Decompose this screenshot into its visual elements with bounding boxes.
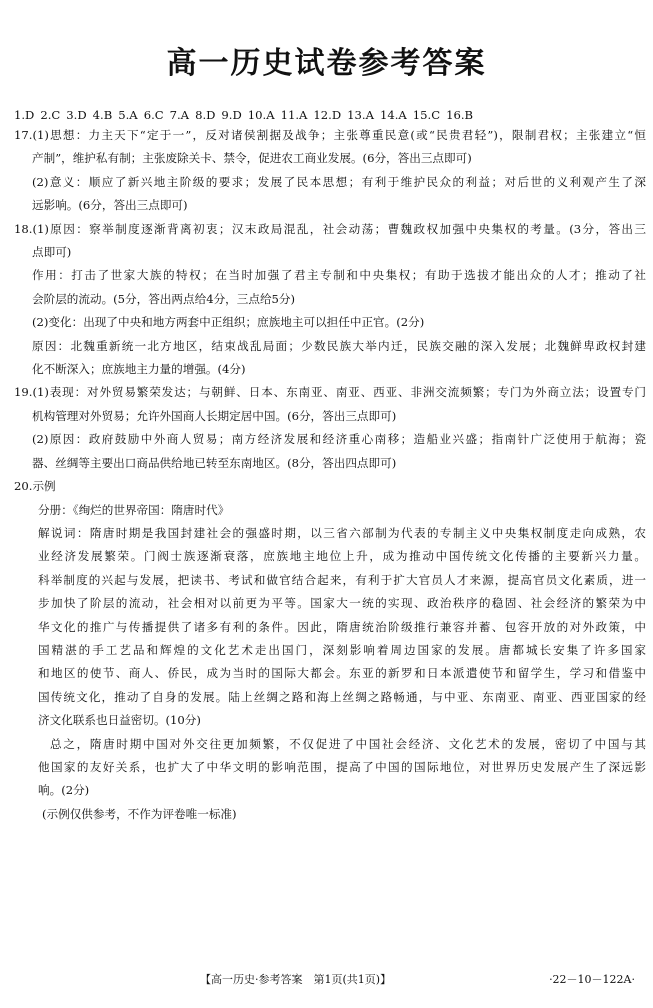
choice-answers	[14, 106, 646, 124]
choice-answer: 8.D	[195, 108, 216, 122]
answer-line: 17.(1)思想：力主天下“定于一”，反对诸侯割据及战争；主张尊重民意(或“民贵君轻”)，限制君权；主张建立“恒	[14, 128, 646, 142]
choice-answer: 10.A	[247, 108, 275, 122]
answer-line: 会阶层的流动。(5分，答出两点给4分，三点给5分)	[32, 291, 296, 306]
answer-line: 华文化的推广与传播提供了诸多有利的条件。因此，隋唐统治阶级推行兼容并蓄、包容开放的对外政策，中	[38, 619, 646, 634]
choice-answer: 3.D	[66, 108, 87, 122]
answer-line: (2)变化：出现了中央和地方两套中正组织；庶族地主可以担任中正官。(2分)	[32, 315, 425, 330]
answer-line: 总之，隋唐时期中国对外交往更加频繁，不仅促进了中国社会经济、文化艺术的发展，密切了中国与其	[50, 736, 646, 751]
choice-answer: 9.D	[221, 108, 242, 122]
answer-line: 点即可)	[32, 245, 72, 260]
choice-answer: 6.C	[143, 108, 164, 122]
answer-line: 20.示例	[14, 479, 56, 494]
answer-line: 步加快了阶层的流动，社会相对以前更为平等。国家大一统的实现、政治秩序的稳固、社会经济的繁荣为中	[38, 596, 646, 611]
answer-line: 科举制度的兴起与发展，把读书、考试和做官结合起来，有利于扩大官员人才来源，提高官员文化素质，进一	[38, 572, 646, 587]
answer-line: (2)原因：政府鼓励中外商人贸易；南方经济发展和经济重心南移；造船业兴盛；指南针广泛使用于航海；瓷	[32, 432, 646, 447]
choice-answer: 4.B	[92, 108, 113, 122]
answer-line: 响。(2分)	[38, 783, 90, 798]
answer-line: 解说词：隋唐时期是我国封建社会的强盛时期，以三省六部制为代表的专制主义中央集权制度走向成熟，农	[38, 525, 646, 540]
answer-line: 18.(1)原因：察举制度逐渐背离初衷；汉末政局混乱，社会动荡；曹魏政权加强中央集权的考量。(3分，答出三	[14, 221, 646, 236]
answer-line: 国精湛的手工艺品和辉煌的文化艺术走出国门，深刻影响着周边国家的发展。唐都城长安集了许多国家	[38, 642, 646, 657]
answer-line: 产制”，维护私有制；主张废除关卡、禁令，促进农工商业发展。(6分，答出三点即可)	[32, 151, 472, 166]
answer-line: 和地区的使节、商人、侨民，成为当时的国际大都会。东亚的新罗和日本派遣使节和留学生，学习和借鉴中	[38, 666, 646, 681]
choice-answer: 14.A	[379, 108, 407, 122]
answer-line: 作用：打击了世家大族的特权；在当时加强了君主专制和中央集权；有助于选拔才能出众的人才；推动了社	[32, 268, 646, 283]
answer-line: 机构管理对外贸易；允许外国商人长期定居中国。(6分，答出三点即可)	[32, 408, 397, 423]
choice-answer: 16.B	[446, 108, 474, 122]
footer-code: ·22－10－122A·	[549, 973, 635, 986]
page-title: 高一历史试卷参考答案	[166, 46, 487, 81]
choice-answer: 7.A	[169, 108, 190, 122]
footer-page-info: 【高一历史·参考答案 第1页(共1页)】	[200, 973, 392, 986]
answer-line: 业经济发展繁荣。门阀士族逐渐衰落，庶族地主地位上升，成为推动中国传统文化传播的主要新兴力量。	[38, 549, 646, 564]
answer-line: 国传统文化，推动了自身的发展。陆上丝绸之路和海上丝绸之路畅通，与中亚、东南亚、南亚、西亚国家的经	[38, 689, 646, 704]
answer-line: 远影响。(6分，答出三点即可)	[32, 198, 188, 213]
answer-line: (2)意义：顺应了新兴地主阶级的要求；发展了民本思想；有利于维护民众的利益；对后世的义利观产生了深	[32, 174, 646, 189]
answer-line: 他国家的友好关系，也扩大了中华文明的影响范围，提高了中国的国际地位，对世界历史发展产生了深远影	[38, 759, 646, 774]
choice-answer: 11.A	[280, 108, 308, 122]
answer-line: 19.(1)表现：对外贸易繁荣发达；与朝鲜、日本、东南亚、南亚、西亚、非洲交流频繁；专门为外商立法；设置专门	[14, 385, 646, 400]
answer-content	[14, 124, 646, 826]
answer-line: 济文化联系也日益密切。(10分)	[38, 713, 201, 728]
choice-answer: 2.C	[40, 108, 61, 122]
choice-answer: 13.A	[347, 108, 374, 122]
answer-line: 化不断深入；庶族地主力量的增强。(4分)	[32, 362, 246, 377]
choice-answer: 1.D	[14, 108, 35, 122]
choice-answer: 5.A	[118, 108, 138, 122]
answer-line: 原因：北魏重新统一北方地区，结束战乱局面；少数民族大举内迁，民族交融的深入发展；北魏鲜卑政权封建	[32, 338, 646, 353]
choice-answer: 15.C	[412, 108, 441, 122]
answer-line: 分册：《绚烂的世界帝国：隋唐时代》	[38, 502, 230, 517]
choice-answer: 12.D	[313, 108, 342, 122]
answer-line: 器、丝绸等主要出口商品供给地已转至东南地区。(8分，答出四点即可)	[32, 455, 397, 470]
answer-line: (示例仅供参考，不作为评卷唯一标准)	[42, 806, 237, 821]
